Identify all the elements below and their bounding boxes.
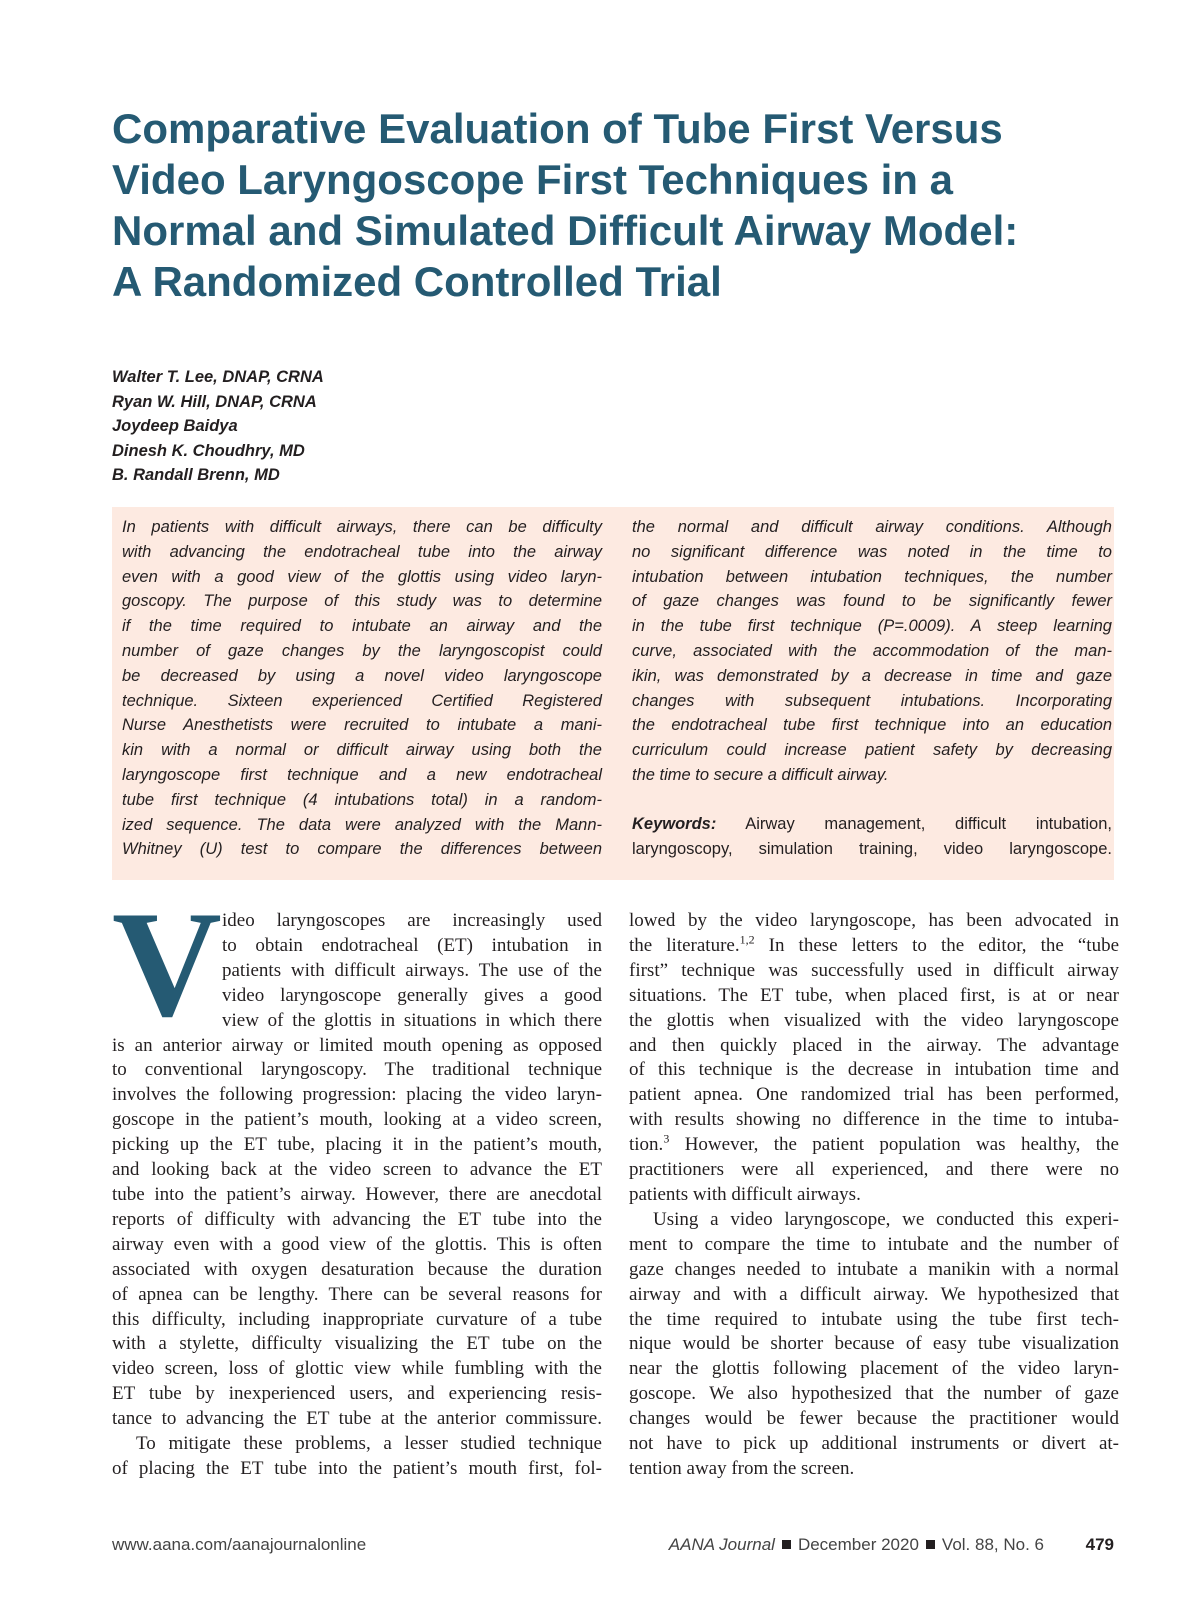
abstract-right-column (632, 515, 1112, 788)
abstract-line: Whitney (U) test to compare the differences between (122, 840, 602, 859)
body-line: patient apnea. One randomized trial has been performed, (629, 1084, 1119, 1106)
body-line: to obtain endotracheal (ET) intubation in (222, 934, 602, 956)
author-list (112, 365, 324, 488)
body-line: involves the following progression: placing the video laryn- (112, 1084, 602, 1106)
author: Joydeep Baidya (112, 417, 238, 436)
body-left-column (112, 909, 602, 1482)
citation: 3 (663, 1131, 670, 1146)
page-number: 479 (1085, 1535, 1114, 1554)
abstract-box (112, 507, 1114, 880)
body-line: nique would be shorter because of easy tube visualization (629, 1333, 1119, 1355)
body-text: However, the patient population was healthy, the (669, 1134, 1119, 1156)
author: Ryan W. Hill, DNAP, CRNA (112, 392, 317, 411)
abstract-line: intubation between intubation techniques, the number (632, 567, 1112, 586)
body-line: of this technique is the decrease in intubation time and (629, 1059, 1119, 1081)
keywords-line (632, 812, 1112, 837)
abstract-line: no significant difference was noted in the time to (632, 542, 1112, 561)
abstract-line: in the tube first technique (P=.0009). A steep learning (632, 617, 1112, 636)
body-line: tance to advancing the ET tube at the anterior commissure. (112, 1408, 602, 1430)
keywords-label: Keywords: (632, 815, 717, 833)
abstract-line: curriculum could increase patient safety by decreasing (632, 741, 1112, 760)
volume-issue: Vol. 88, No. 6 (941, 1535, 1044, 1554)
abstract-line: tube first technique (4 intubations total) in a random- (122, 790, 602, 809)
keywords (632, 812, 1112, 862)
abstract-line: changes with subsequent intubations. Incorporating (632, 691, 1112, 710)
body-line: with results showing no difference in the time to intuba- (629, 1109, 1119, 1131)
body-text: tion. (629, 1134, 664, 1156)
abstract-line: ikin, was demonstrated by a decrease in time and gaze (632, 666, 1112, 685)
abstract-line: the normal and difficult airway conditions. Although (632, 518, 1112, 536)
body-line: gaze changes needed to intubate a manikin with a normal (629, 1258, 1119, 1280)
body-line (629, 1133, 1119, 1158)
body-line: patients with difficult airways. The use of the (222, 959, 602, 981)
body-line: picking up the ET tube, placing it in the patient’s mouth, (112, 1134, 602, 1156)
body-line: not have to pick up additional instruments or divert at- (629, 1433, 1119, 1455)
keywords-text: Airway management, difficult intubation, (745, 815, 1112, 833)
title-line: Comparative Evaluation of Tube First Versus (112, 105, 1003, 152)
body-line: of placing the ET tube into the patient’s mouth first, fol- (112, 1457, 602, 1479)
drop-cap: V (112, 880, 222, 1048)
abstract-line: Nurse Anesthetists were recruited to intubate a mani- (122, 716, 602, 735)
body-line: practitioners were all experienced, and there were no (629, 1159, 1119, 1181)
abstract-line: In patients with difficult airways, there can be difficulty (122, 518, 602, 536)
body-line: the glottis when visualized with the video laryngoscope (629, 1009, 1119, 1031)
abstract-line: number of gaze changes by the laryngoscopist could (122, 641, 602, 660)
body-line: the time required to intubate using the tube first tech- (629, 1308, 1119, 1330)
abstract-line: the endotracheal tube first technique into an education (632, 716, 1112, 735)
body-line: lowed by the video laryngoscope, has been advocated in (629, 910, 1119, 931)
body-line: with a stylette, difficulty visualizing the ET tube on the (112, 1333, 602, 1355)
body-line: changes would be fewer because the practitioner would (629, 1408, 1119, 1430)
body-line: ET tube by inexperienced users, and experiencing resis- (112, 1383, 602, 1405)
journal-citation (669, 1535, 1044, 1555)
separator-square-icon (782, 1540, 791, 1549)
body-line: ideo laryngoscopes are increasingly used (222, 910, 602, 931)
abstract-line: ized sequence. The data were analyzed with the Mann- (122, 815, 602, 834)
body-line: reports of difficulty with advancing the ET tube into the (112, 1208, 602, 1230)
separator-square-icon (926, 1540, 935, 1549)
body-line: is an anterior airway or limited mouth opening as opposed (112, 1034, 602, 1056)
body-line: this difficulty, including inappropriate curvature of a tube (112, 1308, 602, 1330)
body-line: goscope in the patient’s mouth, looking at a video screen, (112, 1109, 602, 1131)
author: Dinesh K. Choudhry, MD (112, 441, 305, 460)
abstract-line: laryngoscope first technique and a new endotracheal (122, 765, 602, 784)
abstract-line: the time to secure a difficult airway. (632, 765, 889, 784)
body-text: In these letters to the editor, the “tube (754, 934, 1119, 956)
body-line: to conventional laryngoscopy. The traditional technique (112, 1059, 602, 1081)
issue-date: December 2020 (797, 1535, 919, 1554)
body-line: airway even with a good view of the glottis. This is often (112, 1233, 602, 1255)
body-line: near the glottis following placement of the video laryn- (629, 1358, 1119, 1380)
author: B. Randall Brenn, MD (112, 466, 280, 485)
author: Walter T. Lee, DNAP, CRNA (112, 368, 324, 386)
journal-name: AANA Journal (668, 1535, 775, 1554)
abstract-line: if the time required to intubate an airway and the (122, 617, 602, 636)
body-line: To mitigate these problems, a lesser studied technique (136, 1433, 602, 1455)
body-line: airway and with a difficult airway. We hypothesized that (629, 1283, 1119, 1305)
body-line: of apnea can be lengthy. There can be several reasons for (112, 1283, 602, 1305)
body-line: and looking back at the video screen to advance the ET (112, 1159, 602, 1181)
body-line: view of the glottis in situations in which there (222, 1009, 602, 1031)
abstract-line: with advancing the endotracheal tube into the airway (122, 542, 602, 561)
abstract-left-column (122, 515, 602, 862)
body-line: patients with difficult airways. (629, 1183, 861, 1205)
title-line: A Randomized Controlled Trial (112, 258, 722, 305)
citation: 1,2 (739, 932, 755, 947)
article-title (112, 103, 1112, 307)
body-line: goscope. We also hypothesized that the number of gaze (629, 1383, 1119, 1405)
body-line: Using a video laryngoscope, we conducted this experi- (653, 1208, 1119, 1230)
abstract-line: technique. Sixteen experienced Certified Registered (122, 691, 602, 710)
title-line: Video Laryngoscope First Techniques in a (112, 156, 953, 203)
body-line: first” technique was successfully used in difficult airway (629, 959, 1119, 981)
body-line (629, 934, 1119, 959)
abstract-line: of gaze changes was found to be significantly fewer (632, 592, 1112, 611)
abstract-line: goscopy. The purpose of this study was to determine (122, 592, 602, 611)
body-line: and then quickly placed in the airway. The advantage (629, 1034, 1119, 1056)
abstract-line: curve, associated with the accommodation of the man- (632, 641, 1112, 660)
body-line: situations. The ET tube, when placed first, is at or near (629, 984, 1119, 1006)
abstract-line: be decreased by using a novel video laryngoscope (122, 666, 602, 685)
abstract-line: even with a good view of the glottis using video laryn- (122, 567, 602, 586)
body-line: tention away from the screen. (629, 1457, 855, 1479)
body-line: ment to compare the time to intubate and the number of (629, 1233, 1119, 1255)
abstract-line: kin with a normal or difficult airway using both the (122, 741, 602, 760)
body-line: associated with oxygen desaturation because the duration (112, 1258, 602, 1280)
body-line: video laryngoscope generally gives a good (222, 984, 602, 1006)
body-line: video screen, loss of glottic view while fumbling with the (112, 1358, 602, 1380)
body-line: tube into the patient’s airway. However, there are anecdotal (112, 1183, 602, 1205)
title-line: Normal and Simulated Difficult Airway Model: (112, 207, 1019, 254)
body-right-column (629, 909, 1119, 1482)
page-footer (112, 1535, 1114, 1559)
journal-url[interactable]: www.aana.com/aanajournalonline (112, 1535, 367, 1554)
keywords-line: laryngoscopy, simulation training, video laryngoscope. (632, 839, 1112, 858)
body-text: the literature. (629, 934, 740, 956)
